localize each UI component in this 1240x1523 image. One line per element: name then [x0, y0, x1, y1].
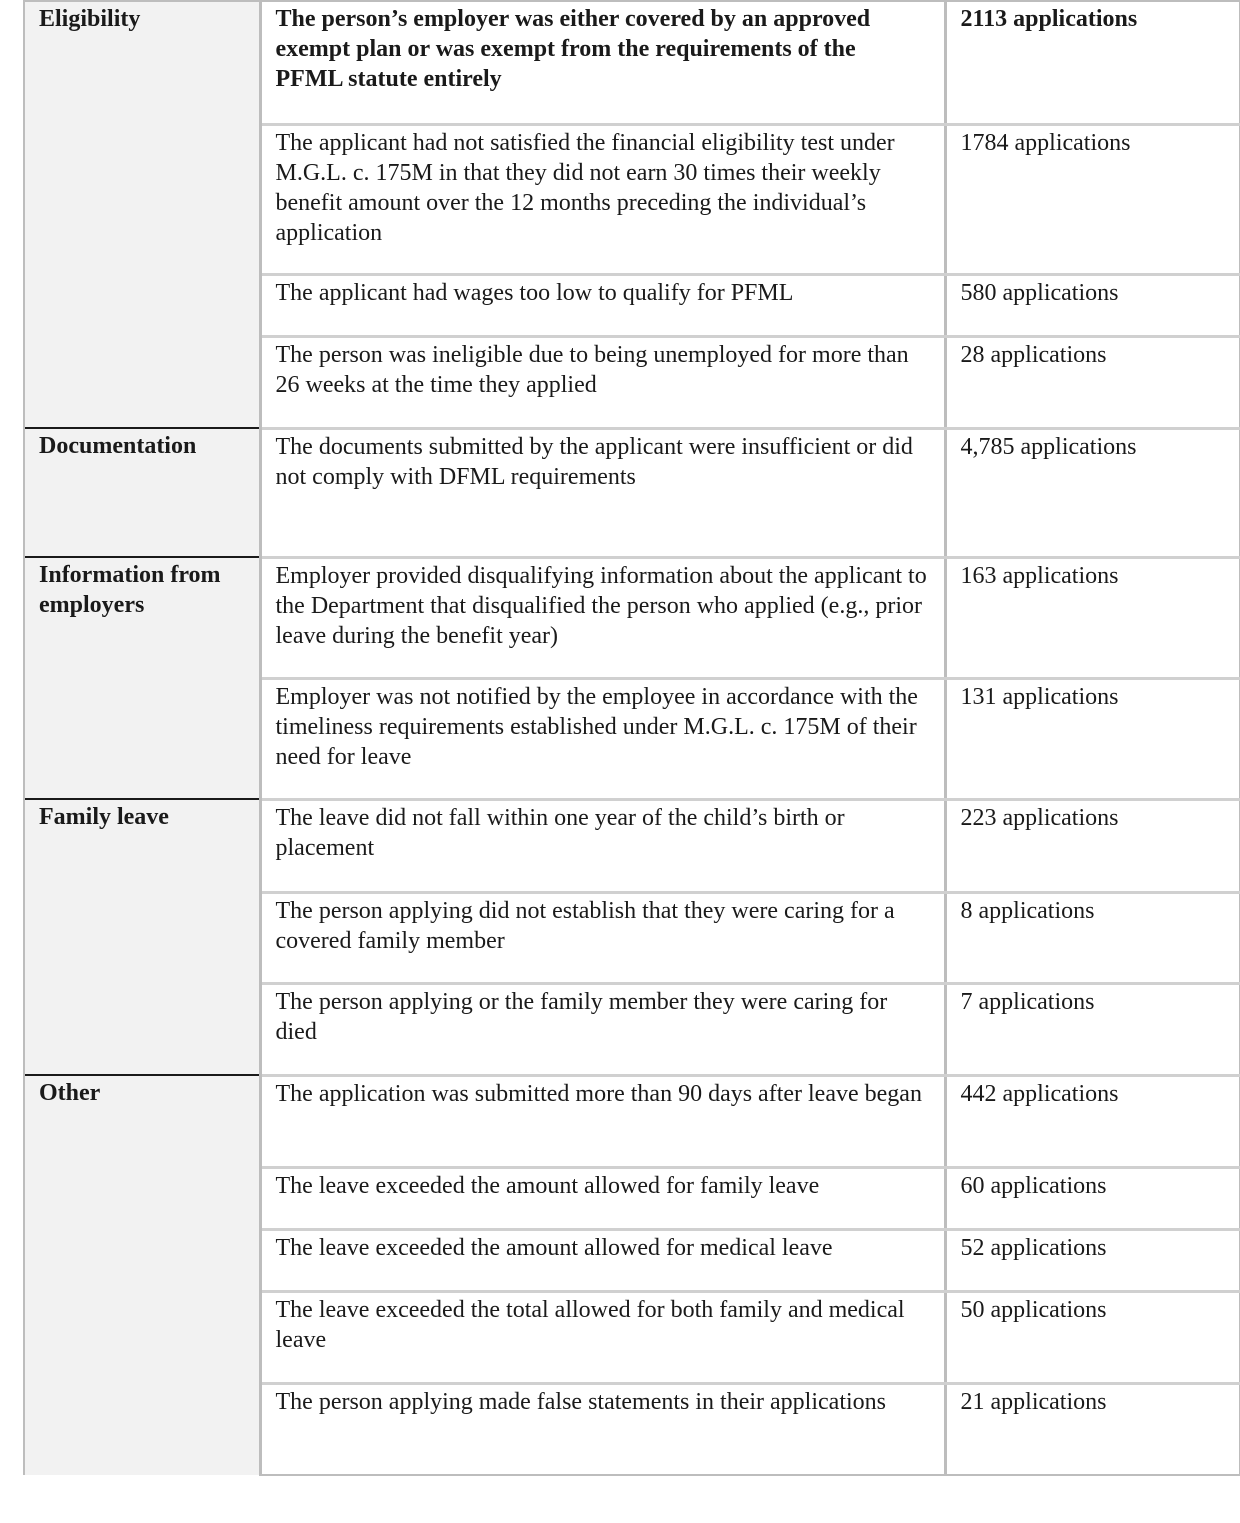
count-cell: 580 applications [945, 274, 1240, 336]
reason-cell: The leave exceeded the amount allowed for family leave [260, 1167, 945, 1229]
count-cell: 28 applications [945, 336, 1240, 428]
count-cell: 4,785 applications [945, 428, 1240, 557]
reason-cell: Employer provided disqualifying information about the applicant to the Department that disqualified the person who applied (e.g., prior leave during the benefit year) [260, 557, 945, 678]
count-cell: 21 applications [945, 1383, 1240, 1475]
table-row [24, 1, 1240, 124]
count-cell: 163 applications [945, 557, 1240, 678]
count-cell: 131 applications [945, 678, 1240, 799]
count-cell: 50 applications [945, 1291, 1240, 1383]
reason-cell: The person applying or the family member they were caring for died [260, 983, 945, 1075]
count-cell: 442 applications [945, 1075, 1240, 1167]
count-cell: 60 applications [945, 1167, 1240, 1229]
count-cell: 52 applications [945, 1229, 1240, 1291]
count-cell: 1784 applications [945, 124, 1240, 274]
count-cell: 223 applications [945, 799, 1240, 892]
denial-reasons-table [23, 0, 1240, 1476]
count-cell: 8 applications [945, 892, 1240, 983]
reason-cell: The person applying did not establish that they were caring for a covered family member [260, 892, 945, 983]
reason-cell: The leave did not fall within one year of the child’s birth or placement [260, 799, 945, 892]
category-cell: Family leave [24, 799, 260, 1075]
category-cell: Documentation [24, 428, 260, 557]
category-cell: Information from employers [24, 557, 260, 799]
reason-cell: Employer was not notified by the employee in accordance with the timeliness requirements established under M.G.L. c. 175M of their need for leave [260, 678, 945, 799]
table-row [24, 557, 1240, 678]
category-cell: Eligibility [24, 1, 260, 428]
reason-cell: The person applying made false statements in their applications [260, 1383, 945, 1475]
reason-cell: The person was ineligible due to being unemployed for more than 26 weeks at the time they applied [260, 336, 945, 428]
count-cell: 7 applications [945, 983, 1240, 1075]
reason-cell: The application was submitted more than 90 days after leave began [260, 1075, 945, 1167]
reason-cell: The leave exceeded the amount allowed for medical leave [260, 1229, 945, 1291]
table-row [24, 799, 1240, 892]
reason-cell: The leave exceeded the total allowed for both family and medical leave [260, 1291, 945, 1383]
reason-cell: The applicant had not satisfied the financial eligibility test under M.G.L. c. 175M in that they did not earn 30 times their weekly benefit amount over the 12 months preceding the individual’s application [260, 124, 945, 274]
table-row [24, 1075, 1240, 1167]
table-row [24, 428, 1240, 557]
count-cell: 2113 applications [945, 1, 1240, 124]
reason-cell: The person’s employer was either covered by an approved exempt plan or was exempt from the requirements of the PFML statute entirely [260, 1, 945, 124]
reason-cell: The documents submitted by the applicant were insufficient or did not comply with DFML requirements [260, 428, 945, 557]
reason-cell: The applicant had wages too low to qualify for PFML [260, 274, 945, 336]
category-cell: Other [24, 1075, 260, 1475]
